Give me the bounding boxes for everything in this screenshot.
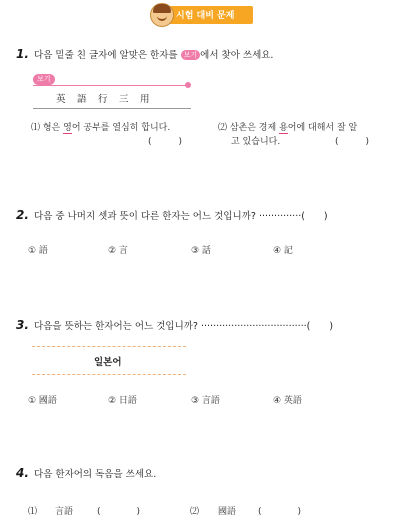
section-header: [158, 6, 253, 24]
q1-item-2: ⑵ 삼촌은 경제 용어에 대해서 잘 알: [218, 123, 358, 133]
example-box-label: 보기: [33, 74, 55, 85]
question-2: [16, 204, 328, 223]
answer-blank-3[interactable]: ( ): [97, 507, 141, 517]
example-box-bottom-rule: [33, 108, 191, 109]
answer-blank-2[interactable]: ( ): [335, 137, 370, 147]
question-number: 3.: [16, 318, 29, 332]
answer-blank-1[interactable]: ( ): [148, 137, 183, 147]
question-text-start: 다음 밑줄 친 글자에 알맞은 한자를: [34, 50, 181, 61]
rule-end-dot-icon: [185, 82, 191, 88]
question-number: 4.: [16, 466, 29, 480]
question-text-end: 에서 찾아 쓰세요.: [200, 50, 274, 61]
section-title: 시험 대비 문제: [176, 11, 235, 21]
q1-item-1: ⑴ 형은 영어 공부를 열심히 합니다.: [31, 123, 171, 133]
answer-blank-4[interactable]: ( ): [258, 507, 302, 517]
example-box-top-rule: [33, 85, 188, 86]
question-text: 다음 중 나머지 셋과 뜻이 다른 한자는 어느 것입니까? ··············( ): [34, 211, 328, 222]
option-1[interactable]: ① 語: [28, 246, 48, 256]
option-3[interactable]: ③ 話: [191, 246, 211, 256]
question-number: 1.: [16, 47, 29, 61]
underlined-syllable: 용: [279, 123, 288, 133]
q4-item-1-word: 言語: [55, 507, 74, 517]
question-text: 다음을 뜻하는 한자어는 어느 것입니까? ···································( ): [34, 321, 334, 332]
example-characters: 英 語 行 三 用: [56, 94, 151, 105]
q4-item-1-label: ⑴: [28, 507, 38, 517]
option-4[interactable]: ④ 記: [273, 246, 293, 256]
q1-item-2-line-2: 고 있습니다.: [231, 137, 281, 147]
box-bottom-dashed-line: [32, 374, 186, 375]
question-1: [16, 43, 273, 62]
option-4[interactable]: ④ 英語: [273, 396, 302, 406]
q4-item-2-label: ⑵: [190, 507, 200, 517]
student-avatar-icon: [150, 3, 174, 27]
box-top-dashed-line: [32, 346, 186, 347]
example-label-inline: 보기: [181, 50, 201, 60]
question-4: [16, 462, 156, 481]
option-3[interactable]: ③ 言語: [191, 396, 220, 406]
question-3: [16, 314, 333, 333]
question-text: 다음 한자어의 독음을 쓰세요.: [34, 469, 157, 480]
option-1[interactable]: ① 國語: [28, 396, 57, 406]
q4-item-2-word: 國語: [218, 507, 237, 517]
underlined-syllable: 영: [63, 123, 72, 133]
question-number: 2.: [16, 208, 29, 222]
option-2[interactable]: ② 日語: [108, 396, 137, 406]
option-2[interactable]: ② 言: [108, 246, 128, 256]
box-word: 일본어: [94, 357, 122, 368]
